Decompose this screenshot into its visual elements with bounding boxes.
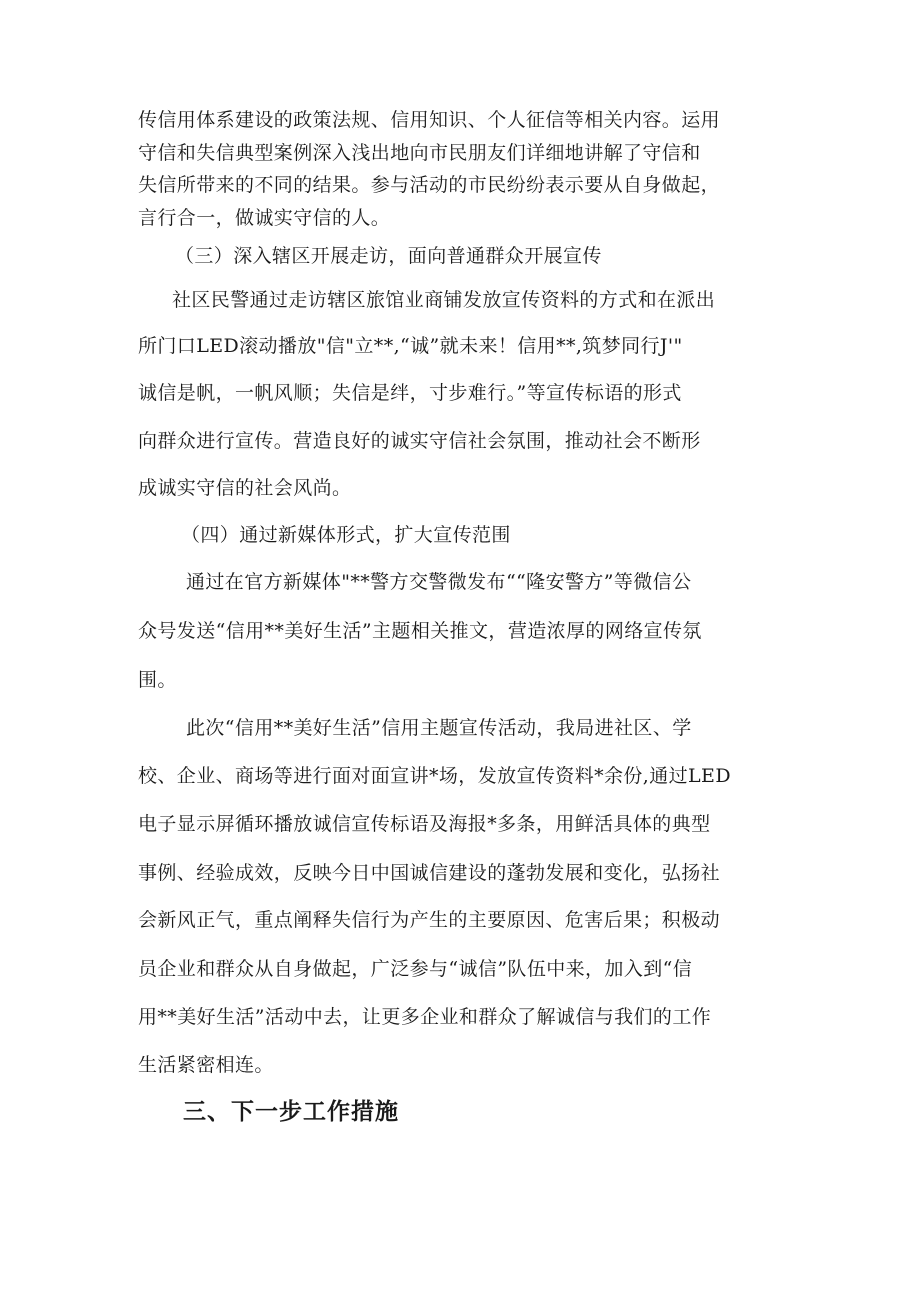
paragraph-line: 员企业和群众从自身做起，广泛参与“诚信”队伍中来，加入到“信: [138, 958, 693, 980]
paragraph-line: 诚信是帆，一帆风顺；失信是绊，寸步难行。”等宣传标语的形式: [138, 382, 682, 404]
paragraph-line: 失信所带来的不同的结果。参与活动的市民纷纷表示要从自身做起，: [138, 174, 721, 196]
paragraph-line: 社区民警通过走访辖区旅馆业商铺发放宣传资料的方式和在派出: [172, 289, 716, 311]
paragraph-line: 守信和失信典型案例深入浅出地向市民朋友们详细地讲解了守信和: [138, 142, 701, 164]
subsection-heading: （三）深入辖区开展走访，面向普通群众开展宣传: [175, 245, 602, 267]
paragraph-line: 成诚实守信的社会风尚。: [138, 477, 352, 499]
paragraph-line: 向群众进行宣传。营造良好的诚实守信社会氛围，推动社会不断形: [138, 430, 701, 452]
paragraph-line: 围。: [138, 669, 177, 691]
subsection-heading: （四）通过新媒体形式，扩大宣传范围: [181, 524, 511, 546]
paragraph-line: 众号发送“信用**美好生活”主题相关推文，营造浓厚的网络宣传氛: [138, 620, 702, 642]
paragraph-line: 传信用体系建设的政策法规、信用知识、个人征信等相关内容。运用: [138, 109, 721, 131]
paragraph-line: 会新风正气，重点阐释失信行为产生的主要原因、危害后果；积极动: [138, 909, 721, 931]
paragraph-line: 电子显示屏循环播放诚信宣传标语及海报*多条，用鲜活具体的典型: [138, 813, 711, 835]
paragraph-line: 用**美好生活”活动中去，让更多企业和群众了解诚信与我们的工作: [138, 1006, 712, 1028]
section-heading: 三、下一步工作措施: [183, 1099, 399, 1125]
paragraph-line: 生活紧密相连。: [138, 1054, 274, 1076]
paragraph-line: 通过在官方新媒体"**警方交警微发布““隆安警方”等微信公: [186, 571, 692, 593]
paragraph-line: 言行合一，做诚实守信的人。: [138, 207, 391, 229]
paragraph-line: 所门口LED滚动播放"信"立**,“诚”就未来！信用**,筑梦同行J'": [138, 335, 683, 357]
paragraph-line: 校、企业、商场等进行面对面宣讲*场，发放宣传资料*余份,通过LED: [138, 765, 731, 787]
paragraph-line: 此次“信用**美好生活”信用主题宣传活动，我局进社区、学: [186, 717, 692, 739]
paragraph-line: 事例、经验成效，反映今日中国诚信建设的蓬勃发展和变化，弘扬社: [138, 862, 721, 884]
